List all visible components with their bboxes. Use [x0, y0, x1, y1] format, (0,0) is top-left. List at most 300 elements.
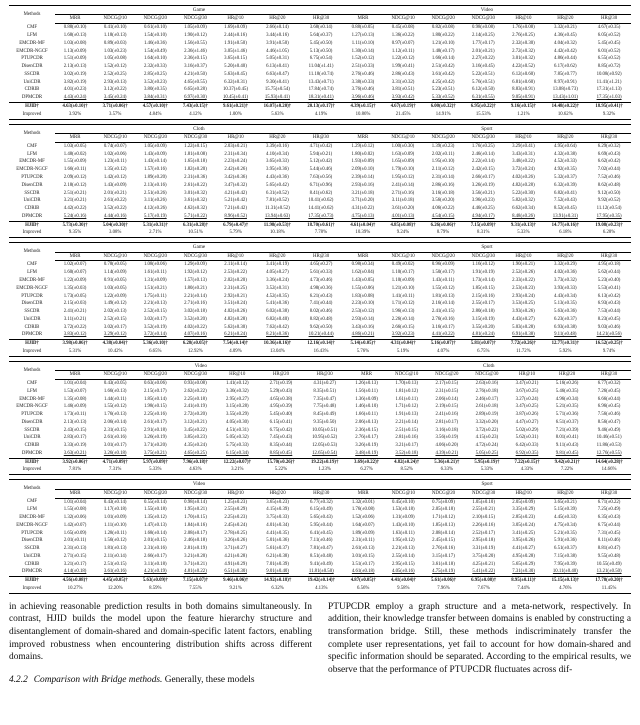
metric-value: 7.55% [175, 585, 215, 593]
section-lead-text: Generally, these models [164, 674, 255, 685]
metric-value: 5.33% [503, 229, 543, 237]
metric-value: 2.01(±0.21) [471, 48, 495, 54]
metric-value: 16.43% [299, 348, 343, 356]
metric-value: 4.19% [299, 111, 343, 119]
metric-value: 3.43(±0.31) [512, 151, 535, 157]
metric-value: 9.74% [587, 348, 631, 356]
metric-value: 1.85(±0.14) [143, 396, 167, 402]
metric-value: 1.81(±0.08) [184, 151, 207, 157]
metric-value: 8.95(±0.11)† [504, 577, 544, 585]
metric-value: 1.63(±0.09) [391, 151, 415, 157]
method-name: LFM [27, 270, 37, 276]
metric-value: 4.65(±0.38) [269, 396, 293, 402]
metric-value: 2.55(±0.29) [224, 507, 247, 513]
metric-value: 3.16(±0.18) [431, 190, 455, 196]
metric-value: 1.91(±0.13) [395, 412, 418, 418]
metric-value: 5.41(±0.22) [472, 569, 495, 575]
metric-value: 2.02(±0.20) [224, 277, 247, 283]
metric-value: 5.23(±0.51) [431, 87, 455, 93]
metric-value: 8.51(±0.48) [309, 553, 333, 559]
metric-value: 1.36(±0.09) [355, 396, 378, 402]
metric-value: 4.04(±0.32) [554, 40, 577, 46]
metric-value: 1.03(±0.23) [103, 48, 127, 54]
metric-value: 2.23(±0.10) [351, 301, 375, 307]
metric-value: 8.11(±0.46) [597, 538, 621, 544]
metric-value: 10.05(±0.51) [312, 427, 338, 433]
method-name: DisenCDR [21, 538, 43, 544]
metric-value: 2.51(±0.26) [144, 190, 167, 196]
metric-value: 7.25(±0.49) [597, 507, 621, 513]
column-header: NDCG@20 [423, 252, 463, 261]
metric-value: 11.31(±0.52) [264, 206, 290, 212]
method-name: UniCDR [23, 79, 41, 85]
metric-value: 8.35(±0.51) [313, 388, 336, 394]
metric-value: 7.22(±0.15)† [507, 458, 547, 466]
metric-value: 2.71(±0.15) [63, 553, 87, 559]
metric-value: 4.36(±0.45) [554, 33, 577, 39]
metric-value: 2.76(±0.16) [431, 316, 455, 322]
metric-value: 2.26(±0.16) [472, 522, 495, 528]
metric-value: 7.54(±0.14)† [215, 340, 255, 348]
metric-value: 4.09% [215, 348, 255, 356]
method-name: EMCDR-NGCF [16, 522, 48, 528]
metric-value: 3.68(±0.14) [309, 25, 333, 31]
metric-value: 1.03(±0.08) [63, 40, 87, 46]
table-title-row [9, 243, 631, 252]
metric-value: 4.75(±0.19) [432, 569, 455, 575]
metric-value: 0.91(±0.05) [103, 277, 127, 283]
metric-value: 5.62(±0.44) [597, 270, 621, 276]
metric-value: 1.73(±0.11) [63, 412, 87, 418]
metric-value: 1.70(±0.13) [395, 381, 418, 386]
metric-value: 6.92(±0.35) [515, 450, 539, 456]
method-name: Improved [9, 466, 55, 474]
table-row [9, 458, 631, 466]
metric-value: 5.33% [135, 466, 175, 474]
metric-value: 2.36(±1.46) [184, 48, 207, 54]
metric-value: 4.94(±0.17) [471, 213, 495, 219]
metric-value: 19.22(±0.19)† [303, 458, 347, 466]
metric-value: 3.52(±0.31) [266, 285, 289, 291]
metric-value: 5.16(±0.26) [555, 381, 579, 386]
metric-value: 14.48(±0.22)† [543, 103, 587, 111]
metric-value: 6.91(±0.38) [512, 332, 535, 338]
metric-value: 1.43(±0.10) [392, 522, 415, 528]
metric-value: 7.56(±0.46) [597, 412, 621, 418]
metric-value: 1.01(±0.04) [63, 381, 87, 386]
metric-value: 2.52(±0.17) [472, 530, 495, 536]
metric-value: 1.89(±0.09) [351, 530, 375, 536]
metric-value: 11.72% [503, 348, 543, 356]
metric-value: 4.05(±0.30) [225, 419, 249, 425]
metric-value: 4.95(±0.64) [554, 143, 577, 149]
table-row [9, 142, 631, 150]
metric-value: 2.31(±0.25) [224, 285, 247, 291]
metric-value: 4.84% [135, 111, 175, 119]
metric-value: 0.43(±0.05) [103, 381, 127, 386]
metric-value: 0.89(±0.03) [103, 40, 127, 46]
metric-value: 4.86(±0.44) [554, 56, 577, 62]
metric-value: 5.41(±0.36) [266, 301, 289, 307]
metric-value: 7.35(±0.47) [313, 396, 336, 402]
metric-value: 6.65(±0.28) [184, 87, 207, 93]
metric-value: 3.83(±0.12) [63, 332, 87, 338]
metric-value: 7.53(±0.44) [597, 309, 621, 315]
metric-value: 5.33(±0.52) [431, 95, 455, 101]
metric-value: 6.82(±0.41) [554, 190, 577, 196]
metric-value: 11.41(±1.21) [596, 79, 622, 85]
metric-value: 4.81(±0.24) [471, 332, 495, 338]
metric-value: 17.84(±0.74) [308, 87, 334, 93]
metric-value: 2.55(±0.17) [471, 301, 495, 307]
metric-value: 2.71(±0.16) [184, 301, 207, 307]
metric-value: 7.31(±0.30) [512, 569, 535, 575]
metric-value: 15.15(±0.13)† [543, 577, 587, 585]
metric-value: 2.06(±0.14) [435, 396, 459, 402]
metric-value: 4.82(±0.28) [512, 182, 535, 188]
metric-value: 4.07(±0.16) [184, 332, 207, 338]
metric-value: 16.52(±0.25)† [587, 340, 631, 348]
column-header: HR@30 [299, 133, 343, 142]
metric-value: 14.91% [423, 111, 463, 119]
metric-value: 1.00% [215, 111, 255, 119]
metric-value: 2.61(±0.13) [351, 546, 375, 552]
table-row [9, 221, 631, 229]
column-header: NDCG@30 [467, 371, 507, 380]
metric-value: 2.81(±0.17) [435, 419, 459, 425]
metric-value: 1.03(±0.05) [103, 285, 127, 291]
metric-value: 3.35(±0.29) [512, 507, 535, 513]
metric-value: 6.23(±0.37) [554, 316, 577, 322]
metric-value: 6.69(±0.43) [597, 151, 621, 157]
method-name: DPMCDR [21, 95, 43, 101]
metric-value: 2.93(±0.14) [351, 316, 375, 322]
metric-value: 1.05(±0.10) [472, 499, 495, 505]
table-row [9, 396, 631, 404]
metric-value: 7.81(±0.52) [266, 198, 289, 204]
column-header-row [9, 15, 631, 24]
metric-value: 2.83(±0.17) [63, 435, 87, 441]
metric-value: 3.73(±0.32) [554, 277, 577, 283]
column-header: HR@30 [587, 15, 631, 24]
metric-value: 5.05(±0.32) [225, 435, 249, 441]
column-header: MRR [347, 371, 387, 380]
metric-value: 7.81% [55, 466, 95, 474]
metric-value: 1.64(±0.10) [143, 56, 167, 62]
metric-value: 4.12(±0.26) [144, 206, 167, 212]
metric-value: 4.45(±0.33) [554, 515, 577, 521]
metric-value: 1.11(±0.10) [103, 522, 127, 528]
metric-value: 2.08(±0.17) [184, 530, 207, 536]
results-table-video-cloth [9, 361, 631, 476]
table-row [9, 71, 631, 79]
metric-value: 1.13(±0.09) [63, 48, 87, 54]
metric-value: 3.61(±0.32) [184, 198, 207, 204]
metric-value: 2.06(±0.14) [103, 419, 127, 425]
column-header: HR@30 [587, 371, 631, 380]
metric-value: 4.85(±0.08)† [383, 221, 423, 229]
metric-value: 2.91(±0.18) [143, 427, 167, 433]
metric-value: 1.93(±0.09) [351, 159, 375, 165]
method-name: CMF [26, 143, 38, 149]
metric-value: 1.80(±0.21) [184, 285, 207, 291]
metric-value: 9.58% [383, 585, 423, 593]
metric-value: 4.42(±0.22) [63, 206, 87, 212]
metric-value: 1.23% [303, 466, 347, 474]
metric-value: 3.47(±0.25) [515, 404, 539, 410]
metric-value: 3.71(±0.20) [351, 198, 375, 204]
table-row [9, 340, 631, 348]
metric-value: 1.61(±0.11) [144, 270, 167, 276]
body-column-right [328, 601, 631, 687]
metric-value: 2.51(±0.42) [431, 64, 455, 70]
column-header: HR@10 [503, 252, 543, 261]
metric-value: 1.05(±0.08) [103, 56, 127, 62]
metric-value: 2.53(±0.23) [512, 285, 535, 291]
domain-title-left: Video [55, 361, 347, 370]
metric-value: 5.76(±0.51) [471, 79, 495, 85]
metric-value: 6.33% [427, 466, 467, 474]
metric-value: 2.55(±0.14) [392, 553, 415, 559]
table-row [9, 55, 631, 63]
metric-value: 6.42(±0.33) [515, 443, 539, 449]
metric-value: 9.21% [216, 585, 256, 593]
metric-value: 2.61(±0.18) [475, 404, 499, 410]
method-name: CDRIB [24, 324, 40, 330]
column-header: MRR [343, 133, 383, 142]
metric-value: 0.98(±0.08) [471, 25, 495, 31]
column-header: NDCG@30 [175, 489, 215, 498]
metric-value: 1.53(±0.07) [63, 388, 87, 394]
metric-value: 5.73(±0.30)† [55, 221, 95, 229]
column-header: HR@30 [299, 15, 343, 24]
methods-header: Methods [9, 243, 55, 261]
metric-value: 2.51(±0.33) [351, 64, 375, 70]
metric-value: 3.72(±0.22) [475, 427, 499, 433]
results-table-game-sport [9, 242, 631, 357]
metric-value: 3.11(±0.21) [63, 316, 87, 322]
metric-value: 1.41(±0.11) [391, 293, 415, 299]
column-header: NDCG@30 [175, 252, 215, 261]
column-header: HR@20 [543, 252, 587, 261]
metric-value: 4.12% [175, 111, 215, 119]
metric-value: 5.14(±0.05)† [343, 340, 383, 348]
metric-value: 5.61(±0.06)† [423, 577, 463, 585]
table-row [9, 442, 631, 450]
metric-value: 3.45(±0.22) [184, 427, 207, 433]
metric-value: 4.75(±0.13) [351, 213, 375, 219]
metric-value: 2.42(±0.26) [224, 167, 247, 173]
metric-value: 6.28% [587, 229, 631, 237]
table-row [9, 261, 631, 269]
metric-value: 3.31(±0.32) [391, 79, 415, 85]
metric-value: 3.51(±0.24) [224, 301, 247, 307]
column-header: HR@10 [507, 371, 547, 380]
metric-value: 19.42(±0.14)† [299, 577, 343, 585]
metric-value: 3.52(±0.22) [103, 206, 127, 212]
metric-value: 12.92% [175, 348, 215, 356]
metric-value: 6.29(±0.32) [597, 143, 621, 149]
metric-value: 3.15(±0.28) [225, 404, 249, 410]
metric-value: 6.31(±0.52) [266, 190, 289, 196]
metric-value: 6.56% [343, 585, 383, 593]
metric-value: 1.62(±0.04) [351, 270, 375, 276]
metric-value: 20.13(±0.17)† [299, 103, 343, 111]
metric-value: 3.48(±0.22) [512, 159, 535, 165]
metric-value: 2.13(±0.13) [63, 64, 87, 70]
domain-title-left: Game [55, 243, 343, 252]
metric-value: 6.32(±0.31) [224, 79, 247, 85]
metric-value: 3.72(±0.24) [512, 167, 535, 173]
metric-value: 3.42(±0.36) [224, 174, 247, 180]
metric-value: 1.82(±0.20) [184, 167, 207, 173]
metric-value: 3.98(±0.06)† [55, 340, 95, 348]
metric-value: 14.41(±0.62) [308, 206, 334, 212]
metric-value: 1.31(±0.09) [143, 277, 167, 283]
metric-value: 4.39(±0.21) [435, 450, 459, 456]
metric-value: 3.26(±0.19) [471, 182, 495, 188]
table-row [9, 553, 631, 561]
metric-value: 3.65(±0.33) [266, 159, 289, 165]
metric-value: 2.18(±0.12) [63, 182, 87, 188]
metric-value: 4.14(±0.18) [63, 569, 87, 575]
metric-value: 1.77(±0.17) [471, 40, 495, 46]
metric-value: 8.83(±0.91) [512, 87, 535, 93]
metric-value: 6.71(±0.22) [597, 499, 621, 505]
column-header: MRR [343, 252, 383, 261]
column-header: NDCG@10 [95, 133, 135, 142]
metric-value: 3.71(±0.27) [224, 546, 247, 552]
metric-value: 4.73(±0.46) [309, 277, 333, 283]
metric-value: 2.76(±0.17) [355, 435, 378, 441]
metric-value: 2.41(±0.14) [391, 182, 415, 188]
metric-value: 1.27(±0.13) [351, 33, 375, 39]
metric-value: 0.61(±0.10) [143, 25, 167, 31]
table-row [9, 182, 631, 190]
metric-value: 2.52(±0.26) [512, 270, 535, 276]
column-header: HR@10 [216, 489, 256, 498]
metric-value: 3.56(±0.21) [471, 190, 495, 196]
metric-value: 3.32(±0.29) [554, 262, 577, 268]
metric-value: 6.62(±0.42) [597, 159, 621, 165]
metric-value: 2.10(±0.15) [472, 515, 495, 521]
metric-value: 4.13% [299, 585, 343, 593]
metric-value: 2.53(±0.22) [224, 270, 247, 276]
methods-header: Methods [9, 124, 55, 142]
metric-value: 3.05(±1.46) [224, 48, 247, 54]
table-row [9, 348, 631, 356]
metric-value: 5.95(±0.44) [309, 522, 333, 528]
column-header: NDCG@10 [95, 15, 135, 24]
table-row [9, 285, 631, 293]
metric-value: 11.18(±0.74) [308, 71, 334, 77]
metric-value: 4.61(±0.04)† [343, 221, 383, 229]
metric-value: 3.61(±0.20) [391, 206, 415, 212]
metric-value: 5.20(±0.40) [224, 64, 247, 70]
metric-value: 0.43(±0.14) [103, 499, 127, 505]
metric-value: 2.21(±0.14) [184, 293, 207, 299]
metric-value: 1.30(±0.14) [351, 48, 375, 54]
metric-value: 12.77(±0.31)† [543, 340, 587, 348]
method-name: CDRIB [24, 206, 40, 212]
column-header: HR@10 [215, 15, 255, 24]
metric-value: 1.32(±0.01) [351, 499, 375, 505]
metric-value: 7.41(±0.44) [309, 301, 333, 307]
table-row [9, 537, 631, 545]
metric-value: 14.66% [587, 466, 631, 474]
metric-value: 2.61(±0.22) [103, 198, 127, 204]
column-header: MRR [55, 15, 95, 24]
metric-value: 7.72(±0.26)† [503, 340, 543, 348]
metric-value: 5.31% [55, 348, 95, 356]
table-row [9, 331, 631, 339]
metric-value: 1.65(±0.09) [391, 159, 415, 165]
metric-value: 2.55(±0.21) [472, 507, 495, 513]
metric-value: 3.16(±0.18) [435, 427, 459, 433]
metric-value: 10.41(±0.62) [308, 198, 334, 204]
metric-value: 6.00(±0.32)† [423, 103, 463, 111]
metric-value: 9.24% [383, 229, 423, 237]
metric-value: 5.03(±0.28) [512, 324, 535, 330]
method-name: DisenCDR [21, 419, 43, 425]
metric-value: 9.16(±0.15)† [503, 103, 543, 111]
metric-value: 5.97(±0.09)† [135, 458, 175, 466]
method-name: CMF [26, 380, 38, 386]
metric-value: 7.96(±0.18)† [175, 458, 215, 466]
metric-value: 2.46(±0.14) [471, 151, 495, 157]
table-row [9, 151, 631, 159]
metric-value: 17.31(±1.13) [596, 87, 622, 93]
metric-value: 1.90(±0.12) [184, 33, 207, 39]
method-name: PTUPCDR [21, 174, 43, 180]
metric-value: 3.47(±0.32) [224, 182, 247, 188]
domain-title-right: Sport [343, 124, 631, 133]
metric-value: 1.71(±0.12) [432, 515, 455, 521]
metric-value: 6.95(±0.08)† [464, 577, 504, 585]
metric-value: 4.31(±0.27) [313, 381, 336, 386]
column-header: HR@10 [503, 15, 543, 24]
metric-value: 7.85(±0.77) [554, 71, 577, 77]
column-header: NDCG@10 [383, 15, 423, 24]
method-name: HJID† [9, 340, 55, 348]
method-name: HJID† [9, 221, 55, 229]
column-header: NDCG@20 [135, 15, 175, 24]
metric-value: 3.93(±0.26) [512, 309, 535, 315]
table-row [9, 86, 631, 94]
metric-value: 4.51(±0.31) [225, 427, 249, 433]
metric-value: 3.01(±0.32) [512, 56, 535, 62]
metric-value: 1.08(±0.06) [143, 262, 167, 268]
metric-value: 9.32% [587, 111, 631, 119]
metric-value: 3.92% [55, 111, 95, 119]
metric-value: 1.81(±0.13) [103, 546, 127, 552]
metric-value: 2.39(±0.14) [351, 174, 375, 180]
table-row [9, 498, 631, 506]
column-header: NDCG@20 [423, 15, 463, 24]
metric-value: 2.16(±0.14) [431, 301, 455, 307]
results-table-video-sport [9, 479, 631, 594]
metric-value: 3.43(±0.16) [351, 324, 375, 330]
metric-value: 4.65(±0.25) [184, 450, 207, 456]
metric-value: 5.19% [383, 348, 423, 356]
metric-value: 1.46(±0.09) [63, 404, 87, 410]
metric-value: 3.47(±0.21) [515, 381, 539, 386]
metric-value: 17.78(±0.20)† [587, 577, 631, 585]
metric-value: 6.51(±0.30) [224, 569, 247, 575]
metric-value: 6.15(±0.34) [225, 450, 249, 456]
metric-value: 4.91(±0.29) [224, 561, 247, 567]
metric-value: 5.76% [343, 348, 383, 356]
